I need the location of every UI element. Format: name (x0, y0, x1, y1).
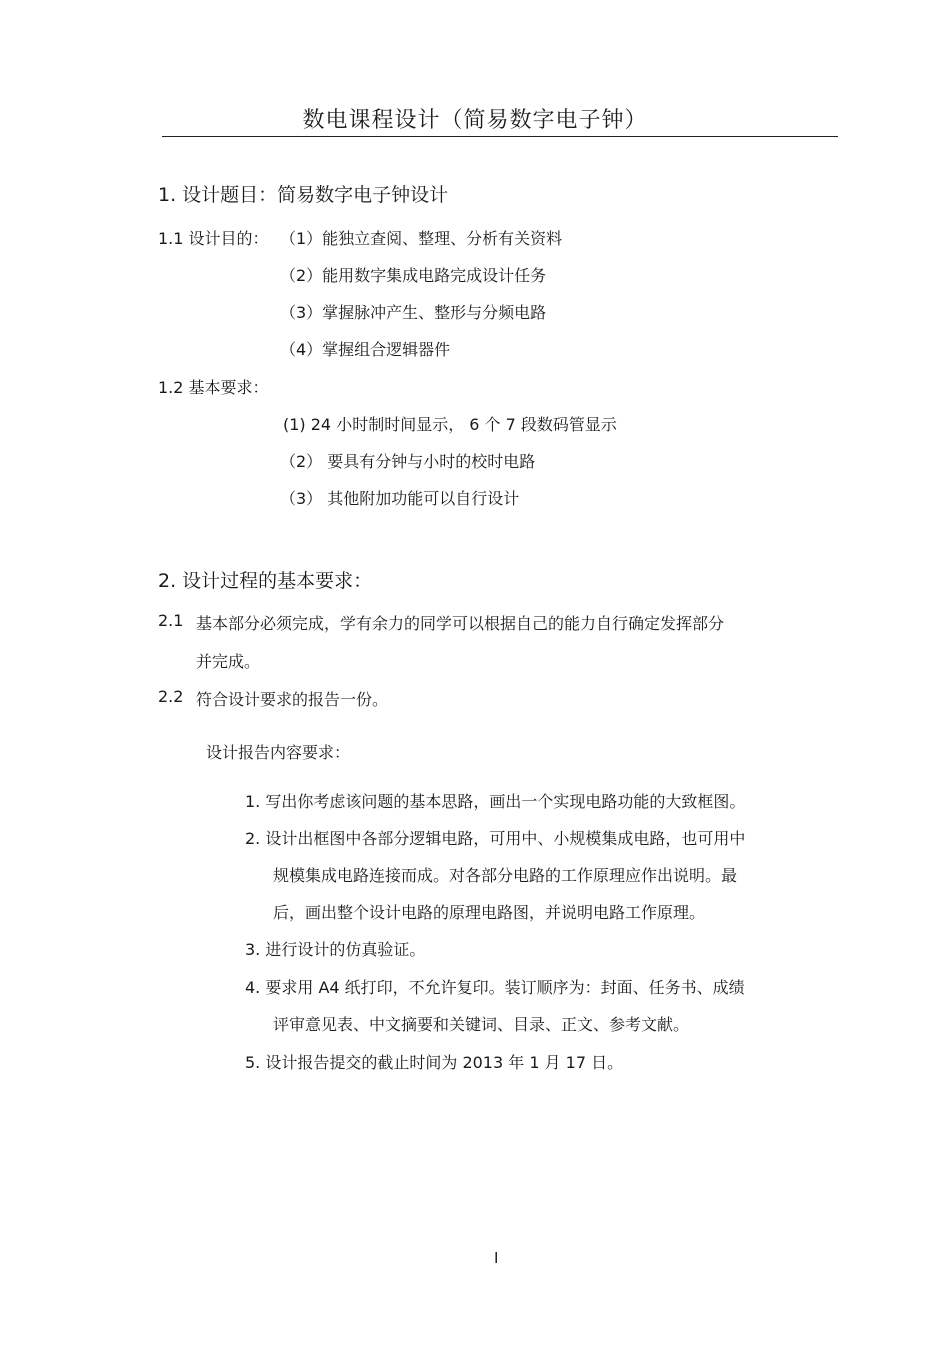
report-item-2-cont-1: 规模集成电路连接而成。对各部分电路的工作原理应作出说明。最 (273, 866, 738, 885)
purpose-label: 1.1 设计目的： (158, 229, 269, 248)
purpose-item-4: （4）掌握组合逻辑器件 (280, 340, 451, 359)
paragraph-2-1-line-2: 并完成。 (196, 652, 261, 671)
report-item-3: 3. 进行设计的仿真验证。 (245, 940, 426, 959)
report-item-1: 1. 写出你考虑该问题的基本思路，画出一个实现电路功能的大致框图。 (245, 792, 746, 811)
section-1-heading: 1. 设计题目：简易数字电子钟设计 (158, 184, 449, 206)
report-item-2: 2. 设计出框图中各部分逻辑电路，可用中、小规模集成电路，也可用中 (245, 829, 746, 848)
requirement-item-3: （3） 其他附加功能可以自行设计 (280, 489, 520, 508)
paragraph-2-1-line-1: 基本部分必须完成，学有余力的同学可以根据自己的能力自行确定发挥部分 (196, 614, 725, 633)
paragraph-2-2-text: 符合设计要求的报告一份。 (196, 690, 389, 709)
page-number: I (494, 1249, 499, 1267)
requirements-label: 1.2 基本要求： (158, 378, 269, 397)
requirement-item-1: (1) 24 小时制时间显示， 6 个 7 段数码管显示 (283, 415, 617, 434)
document-title: 数电课程设计（简易数字电子钟） (302, 108, 648, 133)
report-item-5: 5. 设计报告提交的截止时间为 2013 年 1 月 17 日。 (245, 1053, 624, 1072)
report-requirements-heading: 设计报告内容要求： (206, 743, 351, 762)
report-item-4-cont: 评审意见表、中文摘要和关键词、目录、正文、参考文献。 (273, 1015, 690, 1034)
paragraph-2-1-number: 2.1 (158, 611, 184, 630)
report-item-4: 4. 要求用 A4 纸打印，不允许复印。装订顺序为：封面、任务书、成绩 (245, 978, 745, 997)
purpose-item-1: （1）能独立查阅、整理、分析有关资料 (280, 229, 563, 248)
paragraph-2-2-number: 2.2 (158, 687, 184, 706)
purpose-item-2: （2）能用数字集成电路完成设计任务 (280, 266, 547, 285)
section-2-heading: 2. 设计过程的基本要求： (158, 570, 373, 592)
purpose-item-3: （3）掌握脉冲产生、整形与分频电路 (280, 303, 547, 322)
report-item-2-cont-2: 后，画出整个设计电路的原理电路图，并说明电路工作原理。 (273, 903, 706, 922)
title-underline (162, 136, 838, 137)
requirement-item-2: （2） 要具有分钟与小时的校时电路 (280, 452, 536, 471)
